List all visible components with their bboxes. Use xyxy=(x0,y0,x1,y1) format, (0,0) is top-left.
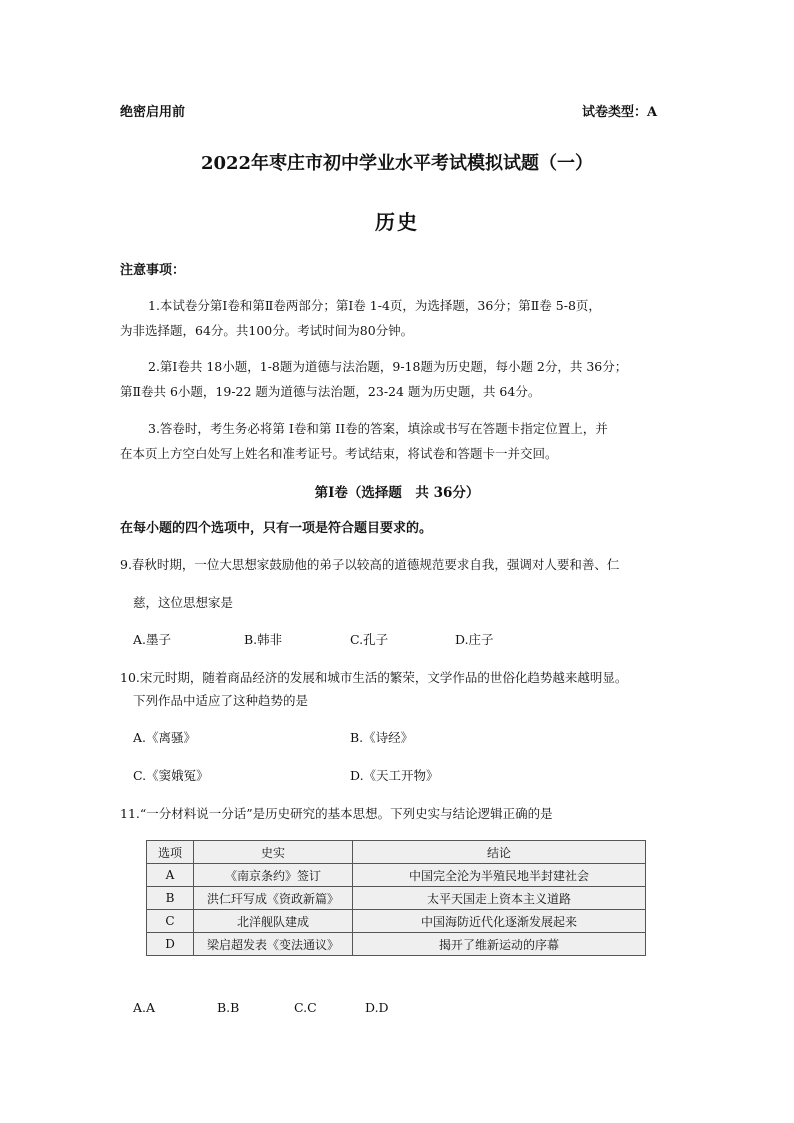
question-10-option-c: C.《窦娥冤》 xyxy=(133,768,209,783)
table-header-conclusion: 结论 xyxy=(353,841,646,864)
table-cell-conclusion: 中国海防近代化逐渐发展起来 xyxy=(353,910,646,933)
notice-item-3-line-1: 3.答卷时，考生务必将第 I卷和第 II卷的答案，填涂或书写在答题卡指定位置上，并 xyxy=(148,421,608,436)
table-cell-conclusion: 太平天国走上资本主义道路 xyxy=(353,887,646,910)
table-header-fact: 史实 xyxy=(194,841,353,864)
table-cell-option: B xyxy=(147,887,194,910)
table-row xyxy=(147,933,646,956)
history-facts-table xyxy=(146,840,646,956)
table-cell-option: C xyxy=(147,910,194,933)
notice-item-2-line-2: 第Ⅱ卷共 6小题，19-22 题为道德与法治题，23-24 题为历史题，共 64分。 xyxy=(120,384,541,399)
question-10-line-2: 下列作品中适应了这种趋势的是 xyxy=(133,693,309,708)
notice-item-1-line-1: 1.本试卷分第Ⅰ卷和第Ⅱ卷两部分；第Ⅰ卷 1-4页，为选择题，36分；第Ⅱ卷 5-8页， xyxy=(148,298,601,313)
table-row xyxy=(147,864,646,887)
question-11-option-b: B.B xyxy=(217,1000,240,1015)
table-cell-conclusion: 中国完全沦为半殖民地半封建社会 xyxy=(353,864,646,887)
question-11-line-1: 11.“一分材料说一分话”是历史研究的基本思想。下列史实与结论逻辑正确的是 xyxy=(120,806,553,821)
question-9-option-d: D.庄子 xyxy=(455,632,494,647)
question-9-option-a: A.墨子 xyxy=(133,632,172,647)
page-title: 2022年枣庄市初中学业水平考试模拟试题（一） xyxy=(200,153,594,174)
table-header-row xyxy=(147,841,646,864)
notice-item-2-line-1: 2.第Ⅰ卷共 18小题，1-8题为道德与法治题，9-18题为历史题，每小题 2分，共 36分； xyxy=(148,359,628,374)
question-10-option-b: B.《诗经》 xyxy=(350,730,414,745)
question-10-option-d: D.《天工开物》 xyxy=(350,768,439,783)
confidential-label: 绝密启用前 xyxy=(120,105,186,120)
question-10-line-1: 10.宋元时期，随着商品经济的发展和城市生活的繁荣，文学作品的世俗化趋势越来越明显。 xyxy=(120,670,628,685)
table-header-option: 选项 xyxy=(147,841,194,864)
question-10-option-a: A.《离骚》 xyxy=(133,730,197,745)
notice-heading: 注意事项： xyxy=(120,263,186,278)
table-cell-conclusion: 揭开了维新运动的序幕 xyxy=(353,933,646,956)
table-cell-fact: 梁启超发表《变法通议》 xyxy=(194,933,353,956)
paper-type-label: 试卷类型：A xyxy=(582,105,658,120)
question-11-option-d: D.D xyxy=(365,1000,389,1015)
table-cell-fact: 北洋舰队建成 xyxy=(194,910,353,933)
notice-item-3-line-2: 在本页上方空白处写上姓名和准考证号。考试结束，将试卷和答题卡一并交回。 xyxy=(120,446,558,461)
question-11-option-a: A.A xyxy=(133,1000,156,1015)
table-cell-fact: 洪仁玕写成《资政新篇》 xyxy=(194,887,353,910)
question-9-option-c: C.孔子 xyxy=(350,632,389,647)
question-9-line-2: 慈，这位思想家是 xyxy=(133,595,234,610)
table-row xyxy=(147,887,646,910)
notice-item-1-line-2: 为非选择题，64分。共100分。考试时间为80分钟。 xyxy=(120,323,414,338)
section-title: 第Ⅰ卷（选择题 共 36分） xyxy=(314,485,480,501)
table-row xyxy=(147,910,646,933)
question-11-option-c: C.C xyxy=(294,1000,317,1015)
section-instruction: 在每小题的四个选项中，只有一项是符合题目要求的。 xyxy=(120,521,433,536)
table-cell-option: A xyxy=(147,864,194,887)
table-cell-option: D xyxy=(147,933,194,956)
table-cell-fact: 《南京条约》签订 xyxy=(194,864,353,887)
question-9-option-b: B.韩非 xyxy=(244,632,283,647)
subject-title: 历史 xyxy=(375,210,419,234)
question-9-line-1: 9.春秋时期，一位大思想家鼓励他的弟子以较高的道德规范要求自我，强调对人要和善、仁 xyxy=(120,557,620,572)
